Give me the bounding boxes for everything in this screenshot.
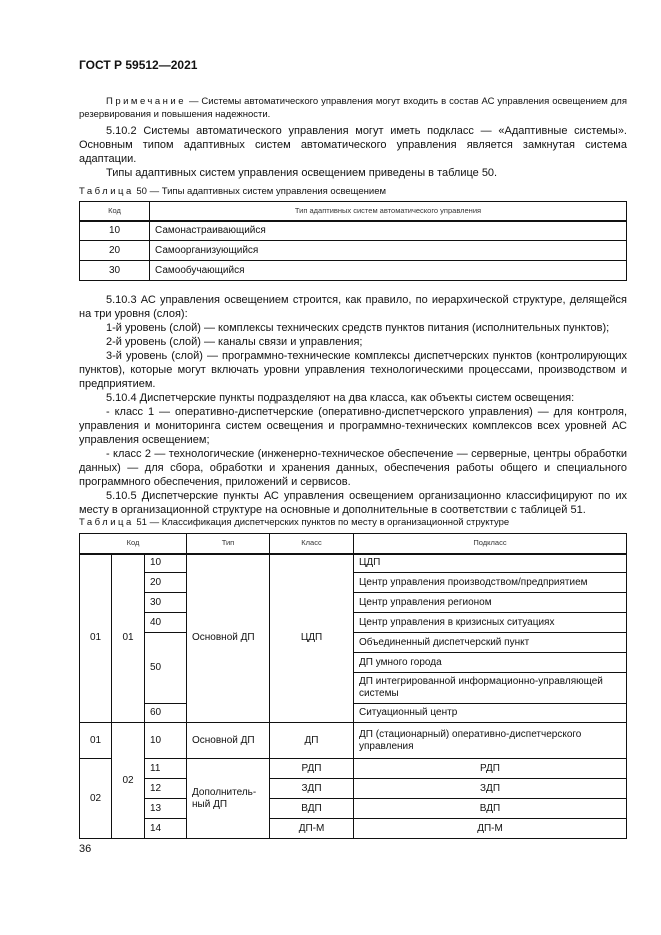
table-50 — [79, 201, 627, 281]
code-cell: 50 — [145, 633, 187, 704]
code-cell: 12 — [145, 779, 187, 799]
subclass-cell: РДП — [354, 759, 627, 779]
subclass-cell: ДП-М — [354, 819, 627, 839]
code-cell: 20 — [145, 573, 187, 593]
table-row — [80, 221, 627, 241]
type-cell: Самонастраивающийся — [150, 221, 627, 241]
code-cell: 60 — [145, 704, 187, 723]
table-row — [80, 723, 627, 759]
caption-label: Таблица — [79, 186, 134, 197]
code-cell: 30 — [80, 261, 150, 281]
paragraph: 1-й уровень (слой) — комплексы технических средств пунктов питания (исполнительных пунктов); — [106, 322, 610, 334]
class-cell: ЦДП — [270, 554, 354, 723]
paragraph-types — [79, 166, 627, 180]
class-cell: ВДП — [270, 799, 354, 819]
subclass-cell: Центр управления регионом — [354, 593, 627, 613]
paragraph: 2-й уровень (слой) — каналы связи и управления; — [106, 336, 363, 348]
subclass-cell: ДП интегрированной информационно-управляющей системы — [354, 673, 627, 704]
table-row — [80, 759, 627, 779]
type-cell: Самоорганизующийся — [150, 241, 627, 261]
subclass-cell: ЗДП — [354, 779, 627, 799]
code-cell: 02 — [80, 759, 112, 839]
type-cell: Дополнитель-ный ДП — [187, 759, 270, 839]
column-header: Подкласс — [354, 534, 627, 554]
paragraph: 3-й уровень (слой) — программно-технические комплексы диспетчерских пунктов (контролирующих пунктов), которые могут включать уровни управления технологическими процессами, производством и предприятием. — [79, 350, 627, 390]
paragraph: 5.10.4 Диспетчерские пункты подразделяют на два класса, как объекты систем освещения: — [106, 392, 575, 404]
column-header: Класс — [270, 534, 354, 554]
table-row — [80, 613, 627, 633]
class-cell: РДП — [270, 759, 354, 779]
table50-caption — [79, 186, 386, 197]
column-header: Тип адаптивных систем автоматического управления — [150, 202, 627, 221]
table-row — [80, 261, 627, 281]
type-cell: Основной ДП — [187, 554, 270, 723]
code-cell: 40 — [145, 613, 187, 633]
body-text — [79, 293, 627, 517]
table-row — [80, 554, 627, 573]
subclass-cell: Ситуационный центр — [354, 704, 627, 723]
table-row — [80, 593, 627, 613]
table-row — [80, 704, 627, 723]
paragraph: - класс 2 — технологические (инженерно-техническое обеспечение — серверные, центры обработки данных) — для сбора, обработки и хранения данных, обеспечения работы общего и специального программного обеспечения, приложений и сервисов. — [79, 448, 627, 488]
table-51 — [79, 533, 627, 839]
subclass-cell: ДП умного города — [354, 653, 627, 673]
code-cell: 10 — [145, 723, 187, 759]
subclass-cell: Центр управления производством/предприятием — [354, 573, 627, 593]
code-cell: 14 — [145, 819, 187, 839]
subclass-cell: Объединенный диспетчерский пункт — [354, 633, 627, 653]
table51-caption — [79, 517, 509, 528]
subclass-cell: ДП (стационарный) оперативно-диспетчерского управления — [354, 723, 627, 759]
code-cell: 01 — [80, 554, 112, 723]
table-row — [80, 779, 627, 799]
caption-label: Таблица — [79, 517, 134, 528]
table-row — [80, 633, 627, 653]
class-cell: ДП — [270, 723, 354, 759]
code-cell: 20 — [80, 241, 150, 261]
table-row — [80, 241, 627, 261]
caption-text: 51 — Классификация диспетчерских пунктов по месту в организационной структуре — [133, 517, 510, 528]
class-cell: ДП-М — [270, 819, 354, 839]
paragraph: - класс 1 — оперативно-диспетчерские (оперативно-диспетчерского управления) — для контроля, управления и мониторинга систем освещения и программно-технических комплексов всех уровней АС управления освещением; — [79, 406, 627, 446]
code-cell: 02 — [112, 723, 145, 839]
code-cell: 01 — [112, 554, 145, 723]
table-row — [80, 573, 627, 593]
paragraph-text: 5.10.2 Системы автоматического управления могут иметь подкласс — «Адаптивные системы». Основным типом адаптивных систем автоматического управления является замкнутая система адаптации. — [79, 125, 627, 165]
code-cell: 13 — [145, 799, 187, 819]
code-cell: 10 — [80, 221, 150, 241]
column-header: Тип — [187, 534, 270, 554]
type-cell: Самообучающийся — [150, 261, 627, 281]
note-text: — Системы автоматического управления могут входить в состав АС управления освещением для резервирования и повышения надежности. — [79, 96, 627, 120]
subclass-cell: ВДП — [354, 799, 627, 819]
paragraph-5-10-2 — [79, 124, 627, 166]
caption-text: 50 — Типы адаптивных систем управления освещением — [133, 186, 387, 197]
code-cell: 30 — [145, 593, 187, 613]
code-cell: 01 — [80, 723, 112, 759]
table-row — [80, 819, 627, 839]
column-header: Код — [80, 202, 150, 221]
subclass-cell: Центр управления в кризисных ситуациях — [354, 613, 627, 633]
note-label: Примечание — [106, 96, 186, 107]
table-row — [80, 799, 627, 819]
paragraph: 5.10.5 Диспетчерские пункты АС управления освещением организационно классифицируют по их месту в организационной структуре на основные и дополнительные в соответствии с таблицей 51. — [79, 490, 627, 516]
document-header: ГОСТ Р 59512—2021 — [79, 58, 198, 72]
column-header: Код — [80, 534, 187, 554]
subclass-cell: ЦДП — [354, 554, 627, 573]
paragraph-text: Типы адаптивных систем управления освещением приведены в таблице 50. — [106, 167, 498, 179]
paragraph: 5.10.3 АС управления освещением строится, как правило, по иерархической структуре, делящейся на три уровня (слоя): — [79, 294, 627, 320]
class-cell: ЗДП — [270, 779, 354, 799]
note — [79, 95, 627, 121]
type-cell: Основной ДП — [187, 723, 270, 759]
code-cell: 10 — [145, 554, 187, 573]
code-cell: 11 — [145, 759, 187, 779]
page-number: 36 — [79, 843, 92, 855]
